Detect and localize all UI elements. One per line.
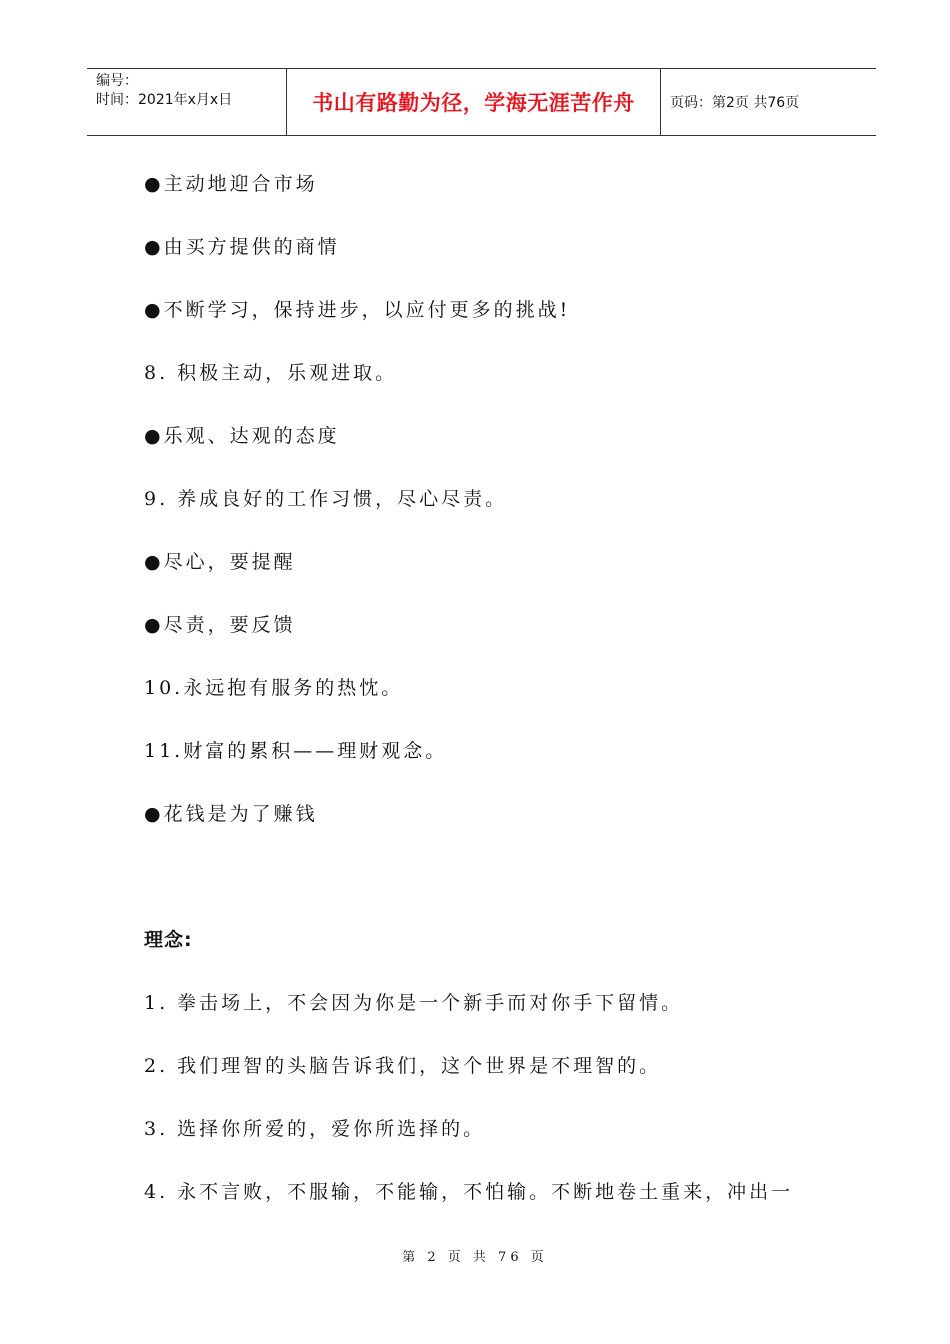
- body-line: ●尽责，要反馈: [144, 614, 296, 636]
- body-line: ●乐观、达观的态度: [144, 425, 340, 447]
- body-line: ●主动地迎合市场: [144, 173, 318, 195]
- body-line: 9. 养成良好的工作习惯，尽心尽责。: [144, 488, 508, 510]
- body-line: ●花钱是为了赚钱: [144, 803, 318, 825]
- body-line: ●不断学习，保持进步，以应付更多的挑战!: [144, 299, 571, 321]
- body-line: 11.财富的累积——理财观念。: [144, 740, 448, 762]
- principle-item: 1. 拳击场上，不会因为你是一个新手而对你手下留情。: [144, 992, 684, 1014]
- body-line: 10.永远抱有服务的热忱。: [144, 677, 404, 699]
- body-line: ●由买方提供的商情: [144, 236, 340, 258]
- header-meta: [87, 69, 287, 135]
- document-number-label: 编号：: [96, 73, 138, 89]
- section-title: 理念:: [144, 929, 193, 951]
- document-body: [144, 168, 844, 1239]
- page-footer: 第 2 页 共 76 页: [402, 1250, 548, 1265]
- page-header: [87, 68, 876, 136]
- header-motto: 书山有路勤为径，学海无涯苦作舟: [287, 69, 661, 135]
- body-line: 8. 积极主动，乐观进取。: [144, 362, 398, 384]
- body-line: ●尽心，要提醒: [144, 551, 296, 573]
- document-date-label: 时间：2021年x月x日: [96, 92, 233, 108]
- principle-item: 2. 我们理智的头脑告诉我们，这个世界是不理智的。: [144, 1055, 662, 1077]
- header-page-info: 页码：第2页 共76页: [670, 95, 800, 111]
- principle-item: 3. 选择你所爱的，爱你所选择的。: [144, 1118, 486, 1140]
- principle-item: 4. 永不言败，不服输，不能输，不怕输。不断地卷土重来，冲出一: [144, 1181, 794, 1203]
